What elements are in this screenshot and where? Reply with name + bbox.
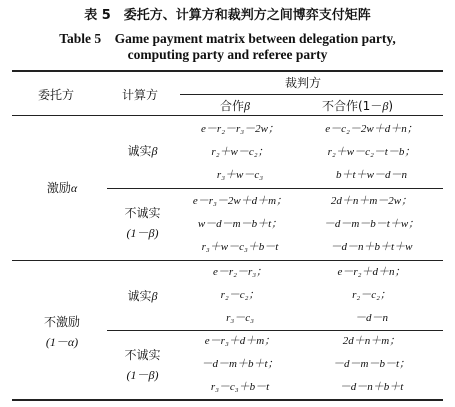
header-cooperate-sym: β — [244, 99, 250, 113]
payoff-line: r₂－c₂； — [352, 289, 391, 301]
computing-dishonest-1-sym: (1－β) — [126, 226, 159, 240]
payoff-line: e－r₃＋d＋m； — [204, 335, 276, 347]
computing-dishonest-2-label: 不诚实 — [124, 348, 161, 362]
delegator-no-incentive-sym: (1－α) — [45, 335, 79, 349]
payoff-line: b＋t＋w－d－n — [336, 169, 407, 181]
delegator-incentive-sym: α — [70, 181, 78, 195]
computing-dishonest-2-sym: (1－β) — [126, 368, 159, 382]
payoff-b2-honest-noncoop — [300, 261, 443, 330]
header-cooperate-text: 合作 — [220, 99, 245, 113]
payoff-line: －d－n — [355, 312, 388, 324]
payoff-line: e－r₂－r₃； — [212, 266, 268, 278]
payoff-line: e－r₂－r₃－2w； — [201, 123, 279, 135]
header-noncooperate-sym: β — [382, 99, 389, 113]
payoff-line: r₃＋w－c₃ — [216, 169, 264, 181]
bottom-rule — [12, 399, 443, 401]
header-noncooperate-close: ) — [388, 99, 393, 113]
payoff-b1-honest-coop — [180, 118, 300, 187]
header-cooperate — [220, 97, 250, 114]
header-delegator: 委托方 — [38, 88, 75, 102]
computing-honest-1-sym: β — [151, 144, 158, 158]
computing-honest-2-sym: β — [151, 289, 158, 303]
header-rule — [12, 115, 443, 116]
payoff-b1-dishonest-coop — [180, 190, 300, 259]
header-noncooperate-text: 不合作(1－ — [322, 99, 383, 113]
payoff-line: e－c₂－2w＋d＋n； — [325, 123, 418, 135]
payoff-line: r₂＋w－c₂； — [211, 146, 269, 158]
payoff-line: －d－m－b－t； — [333, 358, 410, 370]
header-computing: 计算方 — [122, 88, 159, 102]
payoff-b1-honest-noncoop — [300, 118, 443, 187]
computing-dishonest-2 — [105, 345, 180, 385]
block1-inner-rule — [107, 188, 443, 189]
computing-dishonest-1-label: 不诚实 — [124, 206, 161, 220]
computing-honest-2-label: 诚实 — [127, 289, 152, 303]
delegator-incentive — [22, 178, 102, 198]
payoff-line: －d－n＋b＋t＋w — [330, 241, 413, 253]
payoff-line: －d－m－b－t＋w； — [323, 218, 420, 230]
delegator-no-incentive-label: 不激励 — [43, 315, 80, 329]
payoff-line: e－r₃－2w＋d＋m； — [192, 195, 288, 207]
payoff-line: r₂－c₂； — [220, 289, 260, 301]
computing-honest-1 — [105, 141, 180, 161]
delegator-incentive-label: 激励 — [46, 181, 71, 195]
table-caption-en-line2: computing party and referee party — [127, 47, 328, 62]
payoff-line: r₃＋w－c₃＋b－t — [201, 241, 279, 253]
computing-honest-2 — [105, 286, 180, 306]
payoff-b1-dishonest-noncoop — [300, 190, 443, 259]
referee-subrule — [180, 94, 443, 95]
payoff-line: r₃－c₃＋b－t — [210, 381, 270, 393]
table-caption-cn: 表 5 委托方、计算方和裁判方之间博弈支付矩阵 — [84, 8, 371, 23]
header-noncooperate — [322, 97, 393, 114]
payoff-line: 2d＋n＋m； — [342, 335, 401, 347]
computing-honest-1-label: 诚实 — [127, 144, 152, 158]
top-rule — [12, 70, 443, 72]
table-caption-en-line1: Table 5 Game payment matrix between delegation party, — [59, 31, 396, 46]
payoff-line: e－r₂＋d＋n； — [337, 266, 406, 278]
payoff-b2-dishonest-noncoop — [300, 330, 443, 399]
payoff-b2-dishonest-coop — [180, 330, 300, 399]
delegator-no-incentive — [22, 312, 102, 352]
payoff-line: －d－n＋b＋t — [339, 381, 404, 393]
payoff-b2-honest-coop — [180, 261, 300, 330]
payoff-line: －d－m＋b＋t； — [201, 358, 279, 370]
computing-dishonest-1 — [105, 203, 180, 243]
payoff-line: r₂＋w－c₂－t－b； — [327, 146, 416, 158]
payoff-line: 2d＋n＋m－2w； — [330, 195, 413, 207]
header-referee: 裁判方 — [285, 76, 322, 90]
payoff-line: w－d－m－b＋t； — [197, 218, 283, 230]
payoff-line: r₃－c₃ — [226, 312, 254, 324]
